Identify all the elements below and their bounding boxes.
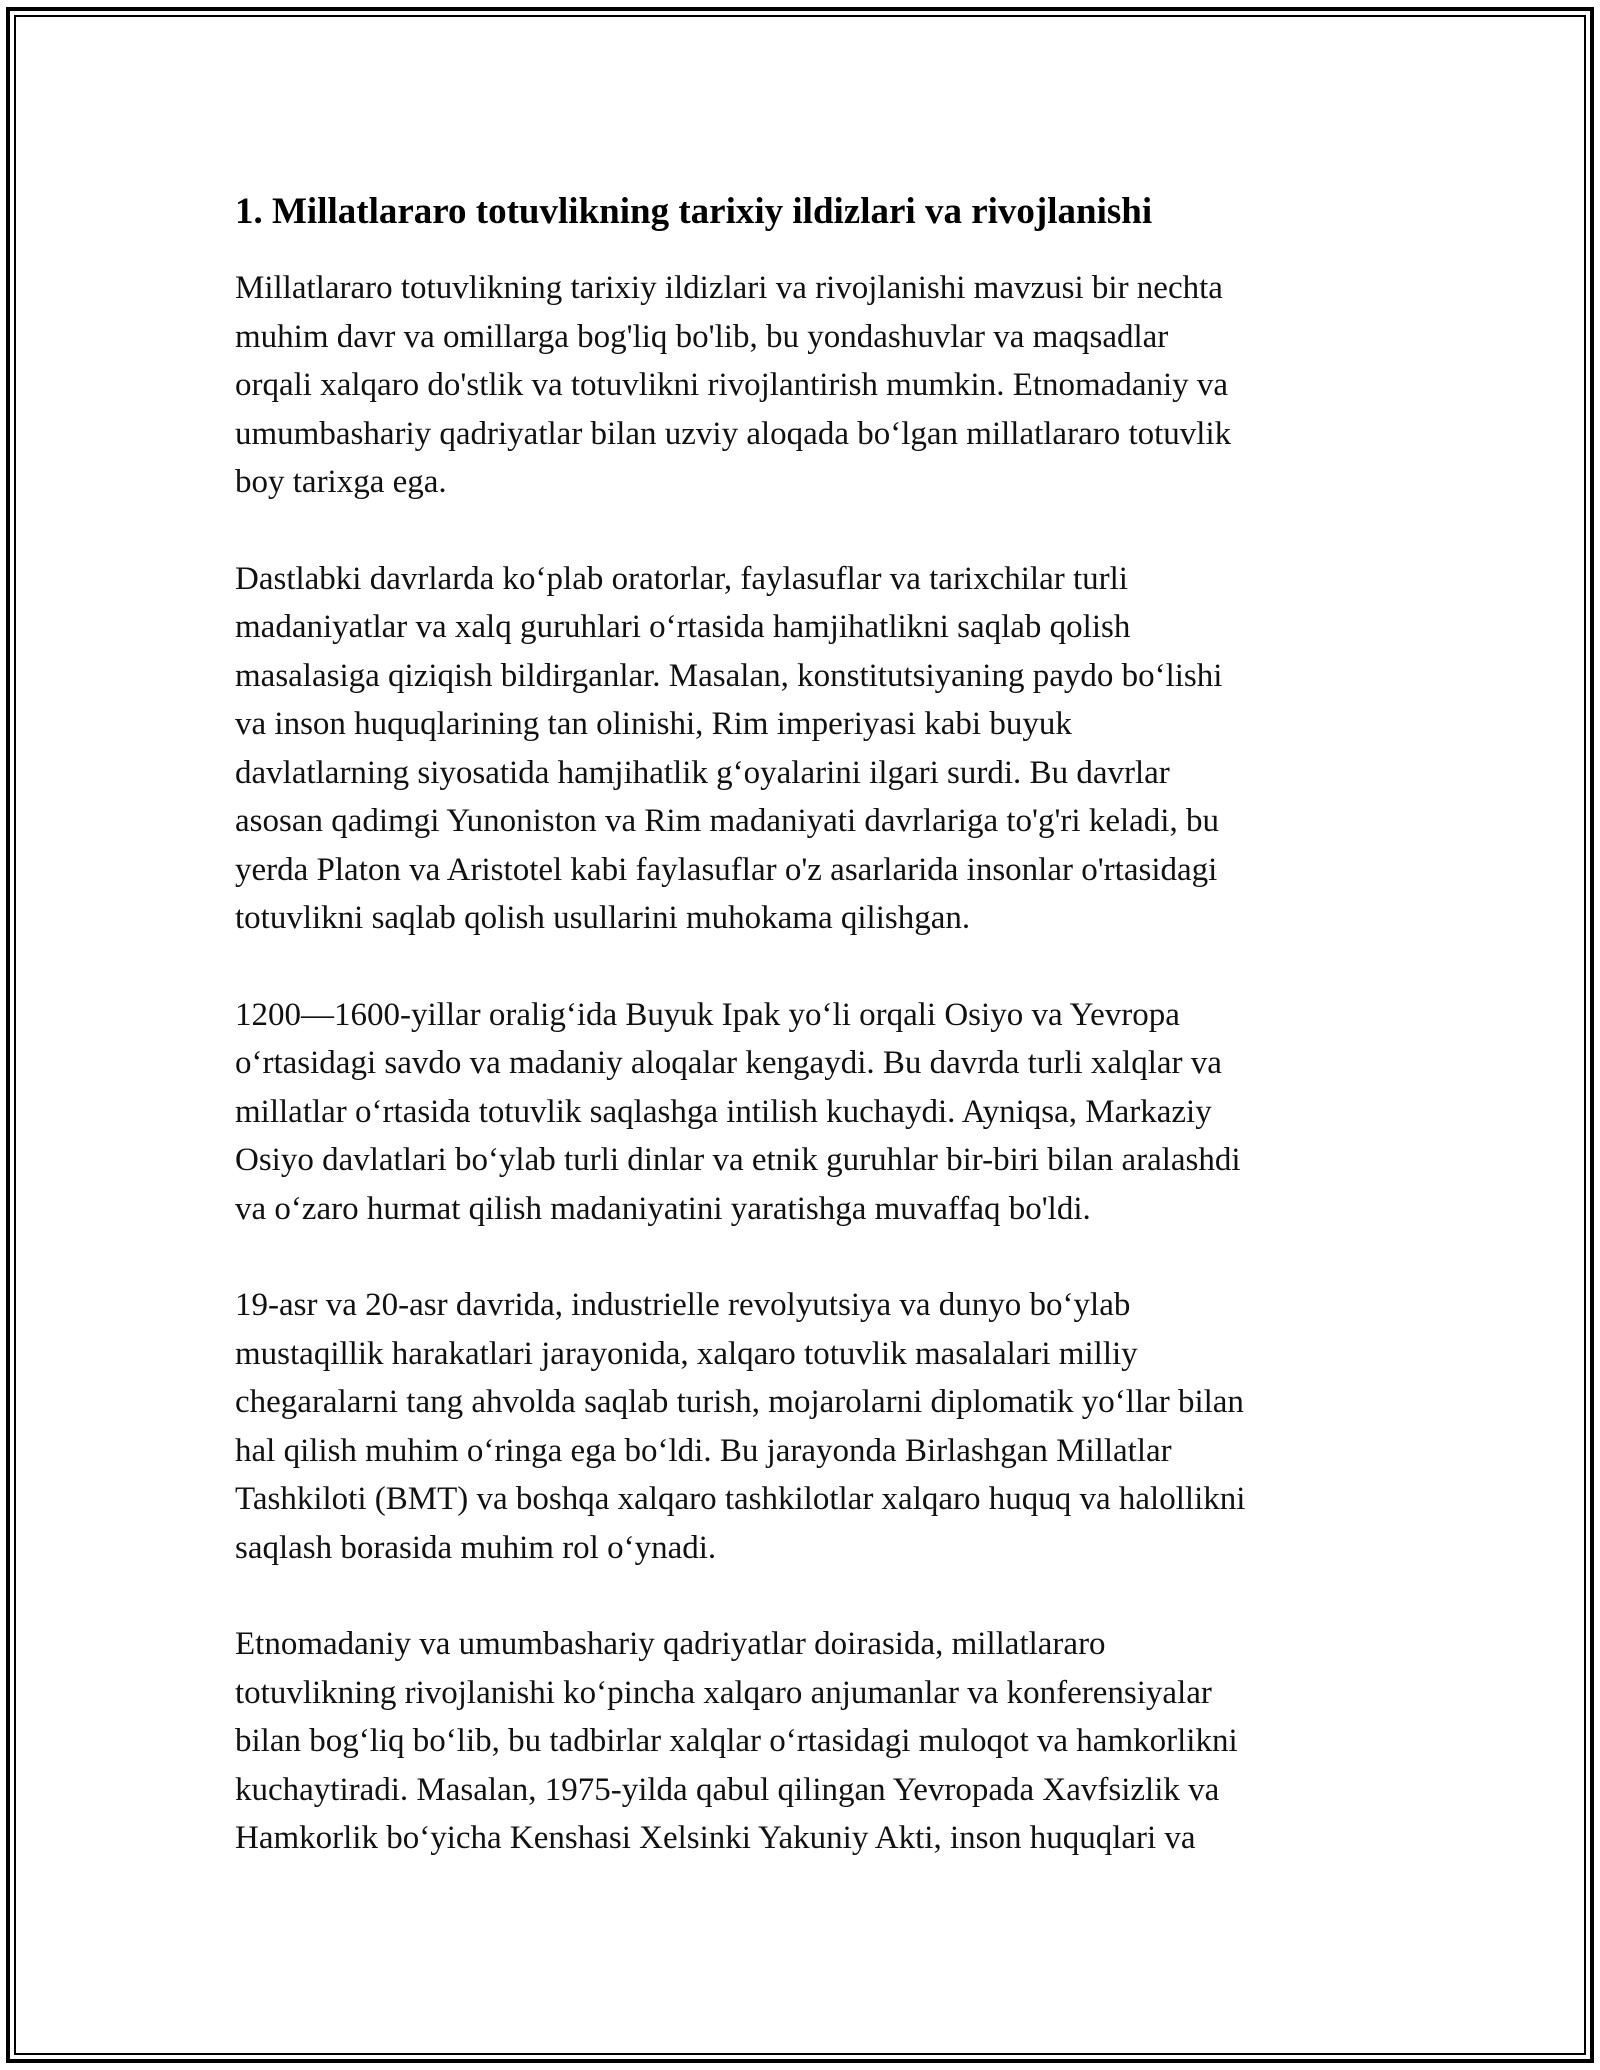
paragraph-line: saqlash borasida muhim rol oʻynadi.: [235, 1529, 717, 1566]
paragraph: [235, 1281, 1375, 1572]
paragraph-line: madaniyatlar va xalq guruhlari oʻrtasida hamjihatlikni saqlab qolish: [235, 609, 1131, 645]
paragraph: [235, 1620, 1375, 1863]
paragraph-line: asosan qadimgi Yunoniston va Rim madaniyati davrlariga to'g'ri keladi, bu: [235, 803, 1219, 839]
paragraph-line: boy tarixga ega.: [235, 464, 447, 500]
section-heading: 1. Millatlararo totuvlikning tarixiy ildizlari va rivojlanishi: [235, 191, 1153, 232]
paragraph-line: va oʻzaro hurmat qilish madaniyatini yaratishga muvaffaq bo'ldi.: [235, 1190, 1091, 1227]
document-body: [235, 190, 1375, 1911]
paragraph-line: Hamkorlik boʻyicha Kenshasi Xelsinki Yakuniy Akti, inson huquqlari va: [235, 1820, 1196, 1856]
paragraph-line: hal qilish muhim oʻringa ega boʻldi. Bu jarayonda Birlashgan Millatlar: [235, 1432, 1172, 1469]
paragraph-line: Etnomadaniy va umumbashariy qadriyatlar doirasida, millatlararo: [235, 1626, 1106, 1662]
paragraph-line: 1200—1600-yillar oraligʻida Buyuk Ipak yoʻli orqali Osiyo va Yevropa: [235, 996, 1180, 1033]
paragraph-line: Millatlararo totuvlikning tarixiy ildizlari va rivojlanishi mavzusi bir nechta: [235, 270, 1223, 306]
paragraph-line: va inson huquqlarining tan olinishi, Rim imperiyasi kabi buyuk: [235, 706, 1072, 742]
paragraph-line: muhim davr va omillarga bog'liq bo'lib, bu yondashuvlar va maqsadlar: [235, 318, 1169, 355]
paragraph-line: millatlar oʻrtasida totuvlik saqlashga intilish kuchaydi. Ayniqsa, Markaziy: [235, 1093, 1212, 1130]
paragraph-line: yerda Platon va Aristotel kabi faylasuflar o'z asarlarida insonlar o'rtasidagi: [235, 851, 1218, 888]
paragraph: [235, 264, 1375, 507]
paragraph-line: davlatlarning siyosatida hamjihatlik gʻoyalarini ilgari surdi. Bu davrlar: [235, 754, 1170, 791]
paragraph-line: Osiyo davlatlari boʻylab turli dinlar va etnik guruhlar bir-biri bilan aralashdi: [235, 1142, 1241, 1178]
paragraph: [235, 991, 1375, 1234]
paragraph-line: orqali xalqaro do'stlik va totuvlikni rivojlantirish mumkin. Etnomadaniy va: [235, 367, 1229, 403]
paragraph-line: Dastlabki davrlarda koʻplab oratorlar, faylasuflar va tarixchilar turli: [235, 560, 1128, 597]
paragraph-line: masalasiga qiziqish bildirganlar. Masalan, konstitutsiyaning paydo boʻlishi: [235, 657, 1223, 694]
paragraph-line: totuvlikning rivojlanishi koʻpincha xalqaro anjumanlar va konferensiyalar: [235, 1674, 1212, 1711]
paragraph-line: umumbashariy qadriyatlar bilan uzviy aloqada boʻlgan millatlararo totuvlik: [235, 415, 1232, 452]
paragraph-list: [235, 264, 1375, 1863]
paragraph-line: oʻrtasidagi savdo va madaniy aloqalar kengaydi. Bu davrda turli xalqlar va: [235, 1045, 1222, 1081]
paragraph-line: mustaqillik harakatlari jarayonida, xalqaro totuvlik masalalari milliy: [235, 1335, 1138, 1372]
paragraph-line: kuchaytiradi. Masalan, 1975-yilda qabul qilingan Yevropada Xavfsizlik va: [235, 1771, 1220, 1808]
paragraph-line: 19-asr va 20-asr davrida, industrielle revolyutsiya va dunyo boʻylab: [235, 1287, 1131, 1323]
paragraph-line: chegaralarni tang ahvolda saqlab turish, mojarolarni diplomatik yoʻllar bilan: [235, 1384, 1244, 1420]
paragraph-line: totuvlikni saqlab qolish usullarini muhokama qilishgan.: [235, 900, 971, 936]
paragraph: [235, 555, 1375, 943]
paragraph-line: Tashkiloti (BMT) va boshqa xalqaro tashkilotlar xalqaro huquq va halollikni: [235, 1481, 1246, 1517]
paragraph-line: bilan bogʻliq boʻlib, bu tadbirlar xalqlar oʻrtasidagi muloqot va hamkorlikni: [235, 1723, 1238, 1759]
